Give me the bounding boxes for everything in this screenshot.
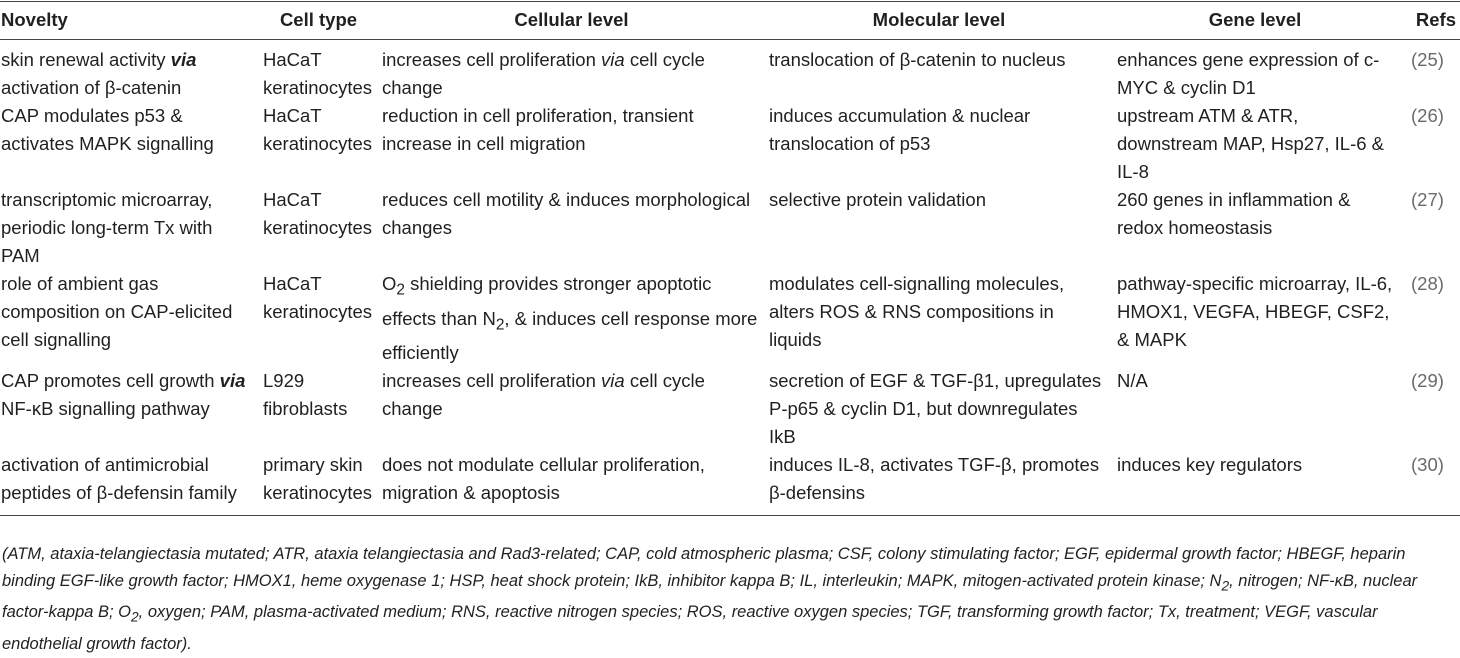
- cell-type: HaCaT keratinocytes: [263, 49, 372, 98]
- header-molecular-level: Molecular level: [872, 9, 1006, 30]
- cell-gene-level: 260 genes in inflammation & redox homeostasis: [1117, 189, 1351, 238]
- table-row: [0, 40, 1460, 103]
- cell-type: primary skin keratinocytes: [263, 454, 372, 504]
- cell-cellular-level: increases cell proliferation via cell cycle change: [382, 49, 705, 98]
- cell-novelty: activation of antimicrobial peptides of β-defensin family: [1, 454, 237, 504]
- cell-ref: (25): [1411, 49, 1444, 70]
- cell-type: HaCaT keratinocytes: [263, 105, 372, 154]
- cell-molecular-level: induces accumulation & nuclear translocation of p53: [769, 105, 1031, 154]
- cell-molecular-level: translocation of β-catenin to nucleus: [769, 49, 1066, 70]
- cell-cellular-level: reduction in cell proliferation, transient increase in cell migration: [382, 105, 694, 154]
- cell-molecular-level: modulates cell-signalling molecules, alters ROS & RNS compositions in liquids: [769, 273, 1065, 350]
- cell-cellular-level: does not modulate cellular proliferation, migration & apoptosis: [382, 454, 705, 504]
- cell-novelty: CAP promotes cell growth via NF-κB signalling pathway: [1, 370, 246, 420]
- table-body: [0, 40, 1460, 516]
- table-row: [0, 270, 1460, 367]
- cell-gene-level: induces key regulators: [1117, 454, 1303, 476]
- cell-type: HaCaT keratinocytes: [263, 273, 372, 322]
- footnote: (ATM, ataxia-telangiectasia mutated; ATR, ataxia telangiectasia and Rad3-related; CAP, cold atmospheric plasma; CSF, colony stimulating factor; EGF, epidermal growth factor; HBEGF, heparin binding EGF-like growth factor; HMOX1, heme oxygenase 1; HSP, heat shock protein; IkB, inhibitor kappa B; IL, interleukin; MAPK, mitogen-activated protein kinase; $N_2$, nitrogen; NF-κB, nuclear factor-kappa B; $O_2$, oxygen; PAM, plasma-activated medium; RNS, reactive nitrogen species; ROS, reactive oxygen species; TGF, transforming growth factor; Tx, treatment; VEGF, vascular endothelial growth factor).: [2, 545, 1418, 653]
- cell-cellular-level: reduces cell motility & induces morphological changes: [382, 189, 751, 238]
- data-table: [0, 7, 1460, 516]
- cell-type: L929 fibroblasts: [263, 370, 348, 420]
- cell-gene-level: N/A: [1117, 370, 1148, 392]
- top-rule: [0, 1, 1460, 2]
- cell-ref: (28): [1411, 273, 1444, 294]
- cell-ref: (27): [1411, 189, 1444, 210]
- cell-gene-level: enhances gene expression of c-MYC & cyclin D1: [1117, 49, 1380, 98]
- cell-molecular-level: induces IL-8, activates TGF-β, promotes β-defensins: [769, 454, 1100, 504]
- cell-molecular-level: secretion of EGF & TGF-β1, upregulates P-p65 & cyclin D1, but downregulates IkB: [769, 370, 1102, 448]
- table-row: [0, 186, 1460, 270]
- table-row: [0, 451, 1460, 516]
- header-cellular-level: Cellular level: [514, 9, 629, 30]
- header-novelty: Novelty: [1, 9, 68, 30]
- cell-type: HaCaT keratinocytes: [263, 189, 372, 238]
- cell-molecular-level: selective protein validation: [769, 189, 986, 210]
- cell-novelty: role of ambient gas composition on CAP-elicited cell signalling: [1, 273, 233, 350]
- header-refs: Refs: [1415, 9, 1456, 30]
- cell-cellular-level: increases cell proliferation via cell cycle change: [382, 370, 705, 420]
- cell-ref: (26): [1411, 105, 1444, 126]
- header-cell-type: Cell type: [279, 9, 358, 30]
- cell-gene-level: upstream ATM & ATR, downstream MAP, Hsp27, IL-6 & IL-8: [1117, 105, 1385, 182]
- cell-ref: (30): [1411, 454, 1444, 476]
- cell-novelty: skin renewal activity via activation of β-catenin: [1, 49, 197, 98]
- header-row: [0, 7, 1460, 40]
- header-gene-level: Gene level: [1208, 9, 1302, 30]
- cell-novelty: CAP modulates p53 & activates MAPK signalling: [1, 105, 214, 154]
- cell-ref: (29): [1411, 370, 1444, 392]
- table-row: [0, 102, 1460, 186]
- cell-gene-level: pathway-specific microarray, IL-6, HMOX1, VEGFA, HBEGF, CSF2, & MAPK: [1117, 273, 1393, 350]
- cell-novelty: transcriptomic microarray, periodic long-term Tx with PAM: [1, 189, 213, 266]
- cell-cellular-level: $O_2$ shielding provides stronger apoptotic effects than $N_2$, & induces cell response more efficiently: [382, 273, 758, 364]
- table-row: [0, 367, 1460, 451]
